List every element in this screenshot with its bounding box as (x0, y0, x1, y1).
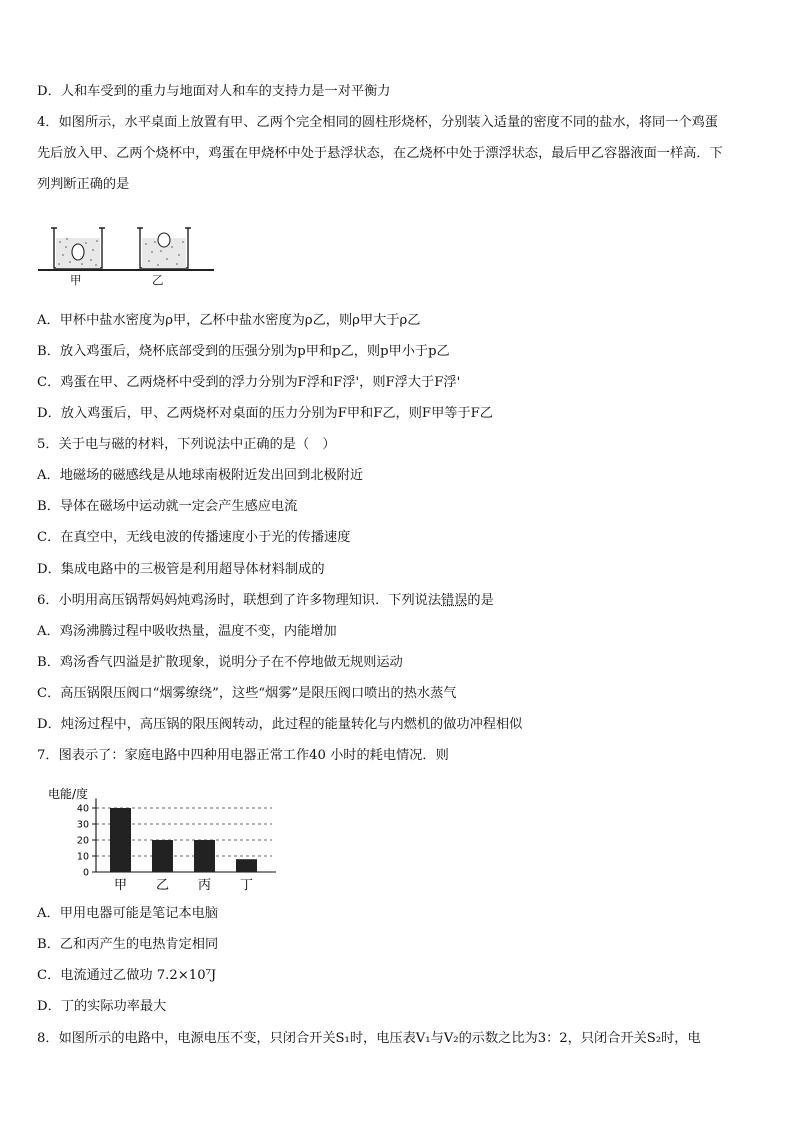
y-axis-label: 电能/度 (48, 787, 89, 801)
q6-stem-emphasis: 错误 (441, 593, 468, 608)
q6-option-b: B．鸡汤香气四溢是扩散现象，说明分子在不停地做无规则运动 (37, 655, 403, 670)
bar-甲 (110, 808, 131, 872)
beakers-figure (36, 222, 216, 294)
x-category-label: 丁 (239, 878, 254, 893)
q5-option-d: D．集成电路中的三极管是利用超导体材料制成的 (37, 562, 325, 577)
q6-option-d: D．炖汤过程中，高压锅的限压阀转动，此过程的能量转化与内燃机的做功冲程相似 (37, 717, 523, 732)
q7-option-b: B．乙和丙产生的电热肯定相同 (37, 937, 219, 952)
bar-乙 (152, 840, 173, 872)
q4-stem-line1: 4．如图所示，水平桌面上放置有甲、乙两个完全相同的圆柱形烧杯，分别装入适量的密度不同的盐水，将同一个鸡蛋 (37, 115, 718, 130)
q4-option-c: C．鸡蛋在甲、乙两烧杯中受到的浮力分别为F浮和F浮'，则F浮大于F浮' (37, 375, 461, 390)
bar-丁 (236, 859, 257, 872)
y-tick-label: 40 (76, 803, 89, 815)
x-category-label: 甲 (113, 878, 128, 893)
q3-option-d: D．人和车受到的重力与地面对人和车的支持力是一对平衡力 (37, 84, 391, 99)
q6-option-c: C．高压锅限压阀口“烟雾缭绕”，这些“烟雾”是限压阀口喷出的热水蒸气 (37, 686, 457, 701)
y-tick-label: 20 (76, 835, 89, 847)
q6-option-a: A．鸡汤沸腾过程中吸收热量，温度不变，内能增加 (37, 624, 337, 639)
q6-stem (37, 592, 494, 610)
q4-option-b: B．放入鸡蛋后，烧杯底部受到的压强分别为p甲和p乙，则p甲小于p乙 (37, 344, 450, 359)
q7-option-a: A．甲用电器可能是笔记本电脑 (37, 906, 218, 921)
y-tick-label: 0 (82, 867, 89, 879)
energy-bar-chart (40, 780, 290, 898)
q6-stem-pre: 6．小明用高压锅帮妈妈炖鸡汤时，联想到了许多物理知识．下列说法 (37, 593, 442, 608)
x-category-label: 丙 (197, 878, 212, 893)
q5-option-b: B．导体在磁场中运动就一定会产生感应电流 (37, 499, 298, 514)
q4-option-a: A．甲杯中盐水密度为ρ甲，乙杯中盐水密度为ρ乙，则ρ甲大于ρ乙 (37, 313, 421, 328)
bar-丙 (194, 840, 215, 872)
q7-option-d: D．丁的实际功率最大 (37, 999, 167, 1014)
beaker-label-yi: 乙 (152, 273, 164, 287)
q5-option-a: A．地磁场的磁感线是从地球南极附近发出回到北极附近 (37, 468, 364, 483)
q7-option-c: C．电流通过乙做功 7.2×10⁷J (37, 968, 217, 983)
q4-option-d: D．放入鸡蛋后，甲、乙两烧杯对桌面的压力分别为F甲和F乙，则F甲等于F乙 (37, 406, 493, 421)
y-tick-label: 30 (76, 819, 89, 831)
x-category-label: 乙 (155, 878, 170, 893)
y-tick-label: 10 (76, 851, 89, 863)
q4-stem-line3: 列判断正确的是 (37, 177, 130, 192)
q4-stem-line2: 先后放入甲、乙两个烧杯中，鸡蛋在甲烧杯中处于悬浮状态，在乙烧杯中处于漂浮状态，最后甲乙容器液面一样高．下 (37, 146, 723, 161)
q8-stem: 8．如图所示的电路中，电源电压不变，只闭合开关S₁时，电压表V₁与V₂的示数之比为3：2，只闭合开关S₂时，电 (37, 1031, 701, 1046)
q5-stem: 5．关于电与磁的材料，下列说法中正确的是（ ） (37, 437, 336, 452)
q6-stem-post: 的是 (467, 593, 494, 608)
q5-option-c: C．在真空中，无线电波的传播速度小于光的传播速度 (37, 530, 351, 545)
beaker-label-jia: 甲 (70, 273, 82, 287)
q7-stem: 7．图表示了：家庭电路中四种用电器正常工作40 小时的耗电情况．则 (37, 748, 449, 763)
